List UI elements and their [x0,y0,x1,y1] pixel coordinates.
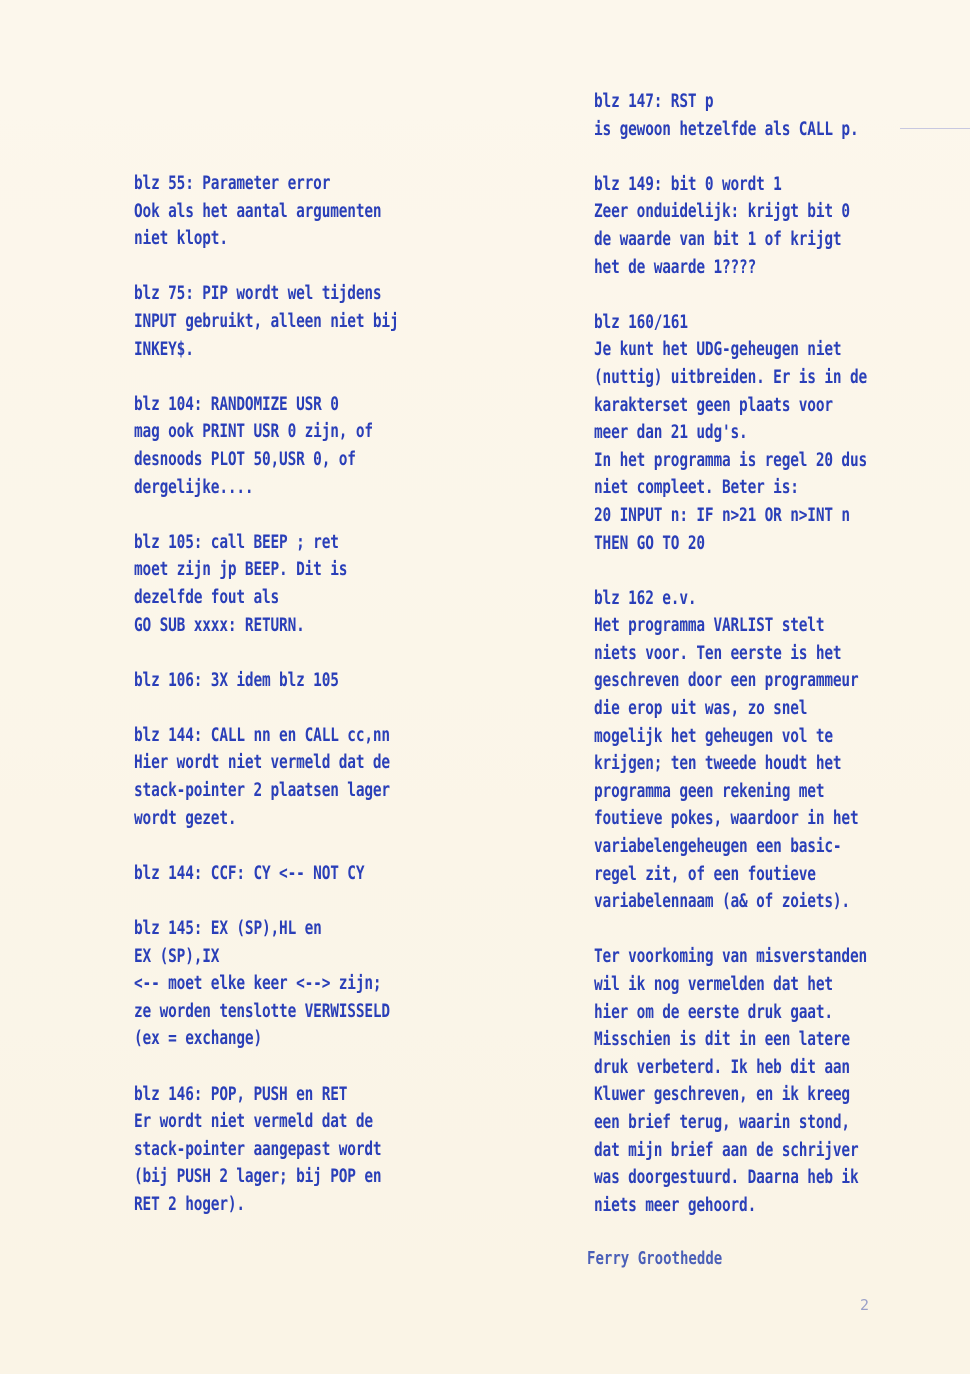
erratum-blz-149: blz 149: bit 0 wordt 1 Zeer onduidelijk: krijgt bit 0 de waarde van bit 1 of krijgt het de waarde 1???? [594,173,850,278]
erratum-blz-106: blz 106: 3X idem blz 105 [134,669,339,691]
erratum-blz-162: blz 162 e.v. Het programma VARLIST stelt niets voor. Ten eerste is het geschreven door een programmeur die erop uit was, zo snel mogelijk het geheugen vol te krijgen; ten tweede houdt het programma geen rekening met foutieve pokes, waardoor in het variabelengeheugen een basic- regel zit, of een foutieve variabelennaam (a& of zoiets). [594,587,859,913]
erratum-blz-75: blz 75: PIP wordt wel tijdens INPUT gebruikt, alleen niet bij INKEY$. [134,283,399,360]
erratum-blz-146: blz 146: POP, PUSH en RET Er wordt niet vermeld dat de stack-pointer aangepast wordt (bij PUSH 2 lager; bij POP en RET 2 hoger). [134,1083,382,1215]
right-column [594,88,941,1247]
left-column [134,170,524,1246]
author-signature: Ferry Groothedde [587,1248,723,1269]
closing-paragraph: Ter voorkoming van misverstanden wil ik nog vermelden dat het hier om de eerste druk gaat. Misschien is dit in een latere druk verbeterd. Ik heb dit aan Kluwer geschreven, en ik kreeg een brief terug, waarin stond, dat mijn brief aan de schrijver was doorgestuurd. Daarna heb ik niets meer gehoord. [594,946,868,1216]
erratum-blz-104: blz 104: RANDOMIZE USR 0 mag ook PRINT USR 0 zijn, of desnoods PLOT 50,USR 0, of dergelijke.... [134,393,373,498]
erratum-blz-147: blz 147: RST p is gewoon hetzelfde als CALL p. [594,91,859,140]
page-number: 2 [860,1296,870,1314]
erratum-blz-145: blz 145: EX (SP),HL en EX (SP),IX <-- moet elke keer <--> zijn; ze worden tenslotte VERWISSELD (ex = exchange) [134,918,390,1050]
erratum-blz-144-ccf: blz 144: CCF: CY <-- NOT CY [134,862,365,884]
erratum-blz-160-161: blz 160/161 Je kunt het UDG-geheugen niet (nuttig) uitbreiden. Er is in de karakterset geen plaats voor meer dan 21 udg's. In het programma is regel 20 dus niet compleet. Beter is: 20 INPUT n: IF n>21 OR n>INT n THEN GO TO 20 [594,311,868,554]
erratum-blz-144-call: blz 144: CALL nn en CALL cc,nn Hier wordt niet vermeld dat de stack-pointer 2 plaatsen lager wordt gezet. [134,724,390,829]
erratum-blz-105: blz 105: call BEEP ; ret moet zijn jp BEEP. Dit is dezelfde fout als GO SUB xxxx: RETURN. [134,531,348,636]
erratum-blz-55: blz 55: Parameter error Ook als het aantal argumenten niet klopt. [134,173,382,250]
